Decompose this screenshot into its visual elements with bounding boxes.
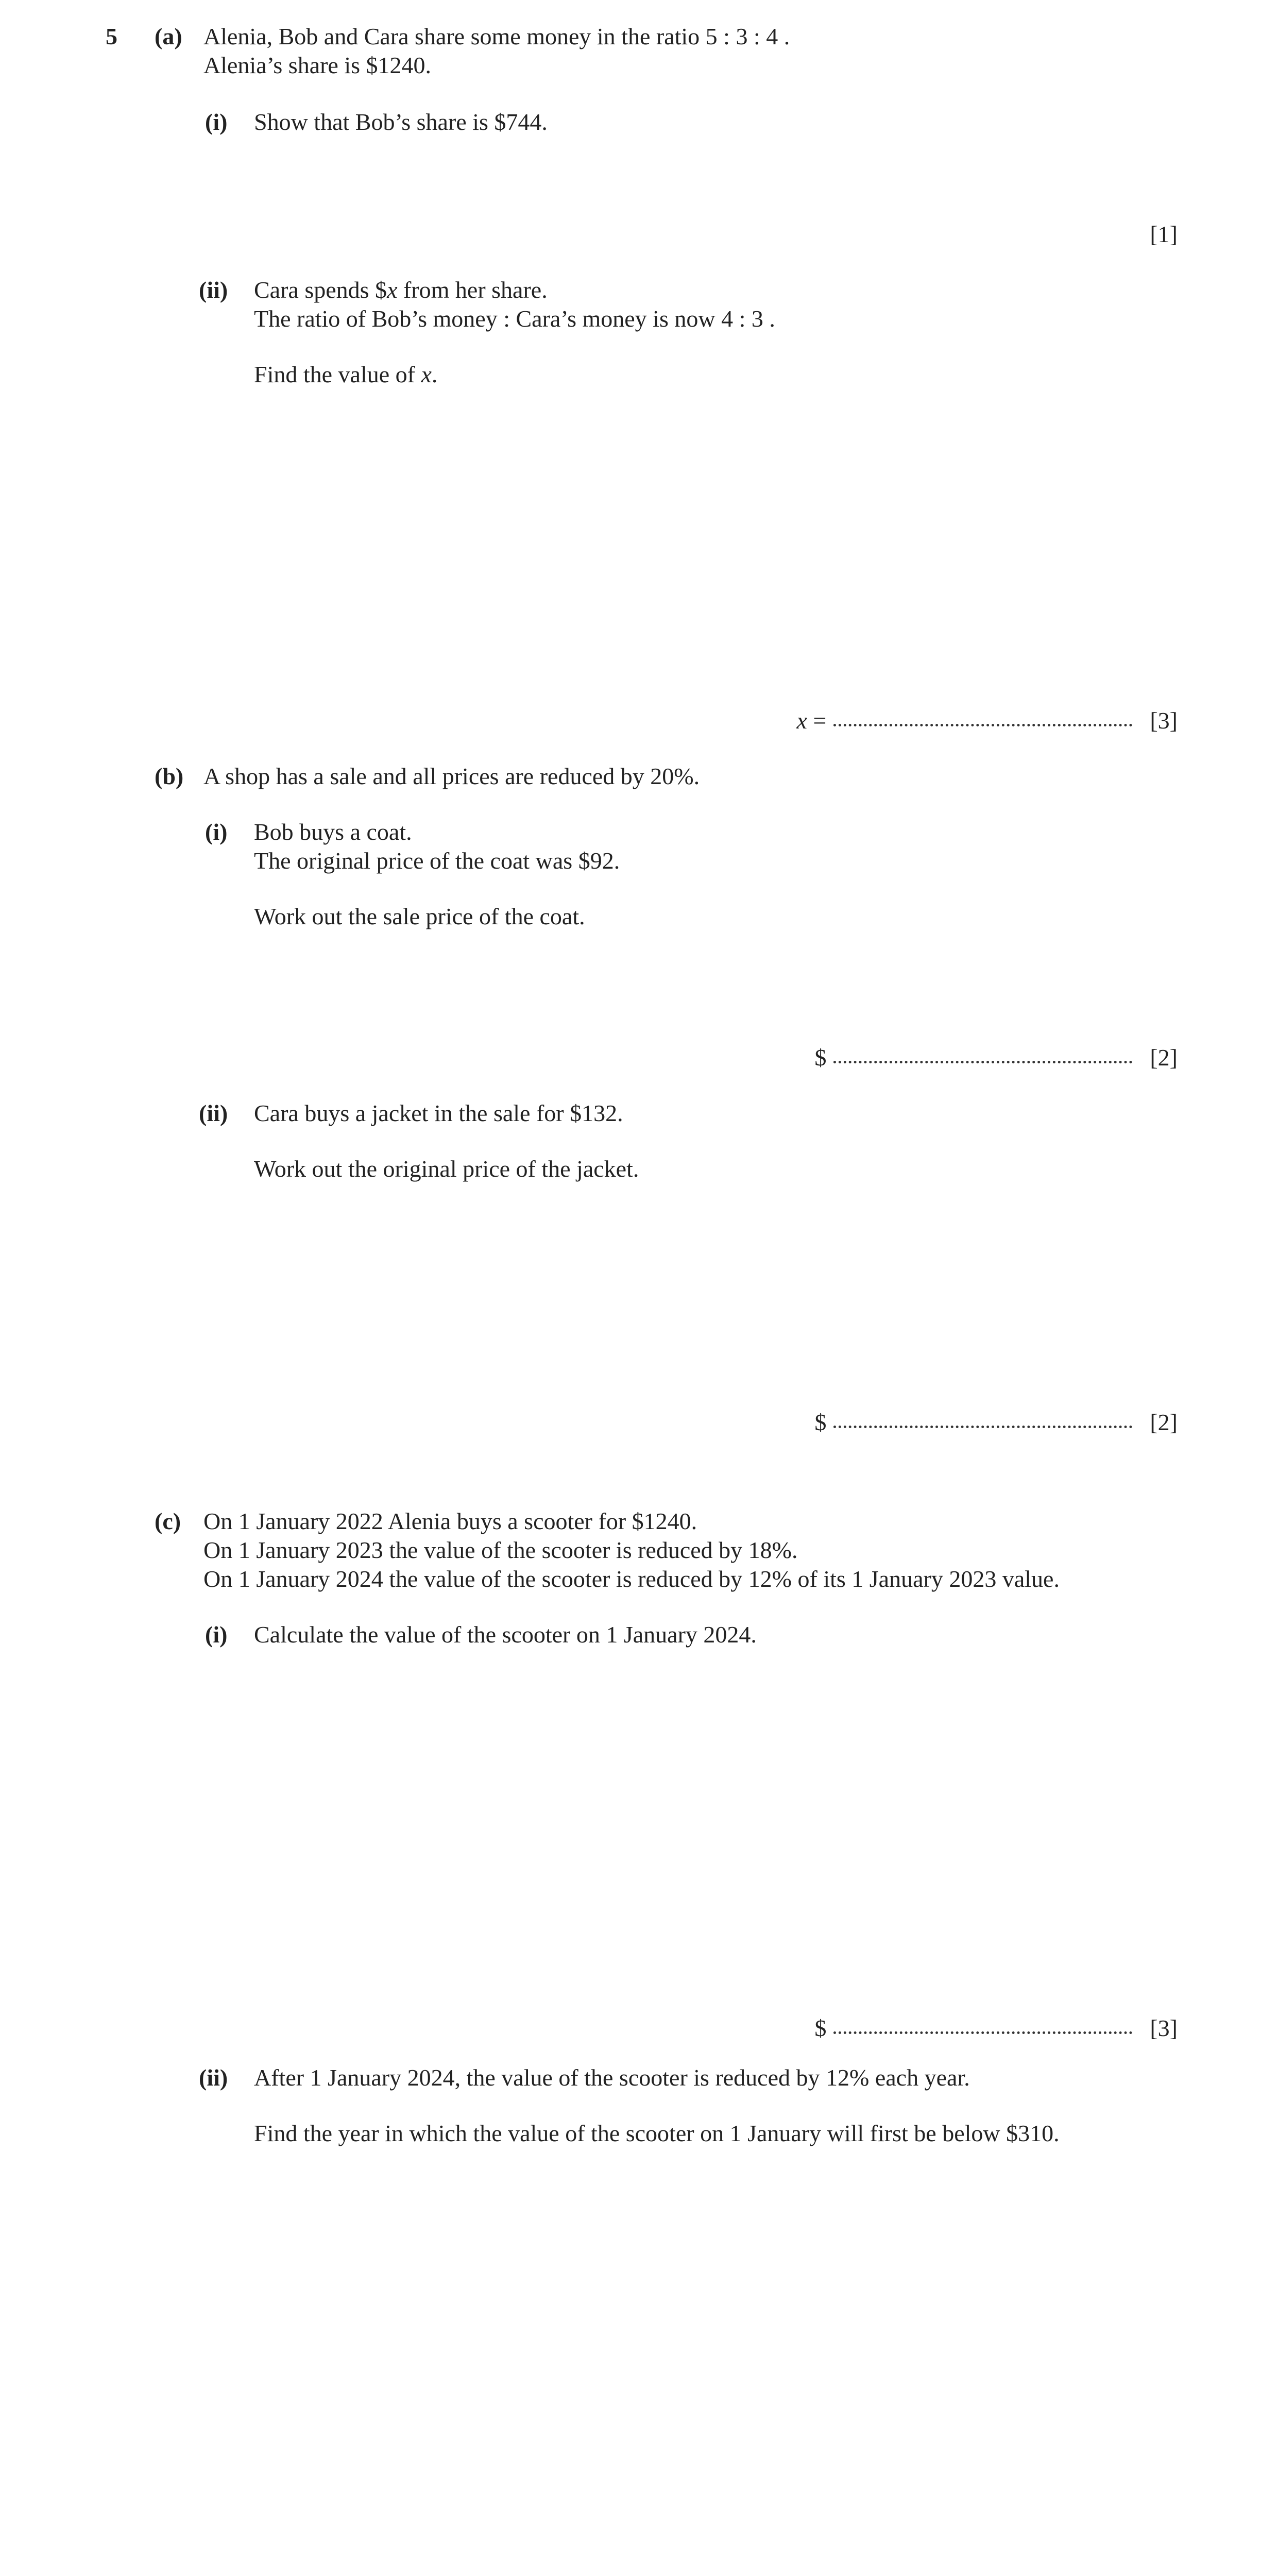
part-c-ii-label: (ii)	[199, 2064, 228, 2091]
part-a-ii-line3: Find the value of x.	[254, 361, 438, 387]
part-a-ii-marks: [3]	[1150, 707, 1178, 734]
part-b-ii-answer-line: $ [2]	[814, 1409, 1178, 1435]
part-b-ii-marks: [2]	[1150, 1409, 1178, 1435]
answer-dotted-line[interactable]	[833, 724, 1132, 726]
part-b-i-label: (i)	[205, 819, 228, 845]
part-a-ii-line2: The ratio of Bob’s money : Cara’s money is now 4 : 3 .	[254, 306, 775, 332]
part-b-i-line2: The original price of the coat was $92.	[254, 848, 620, 874]
part-c-line2: On 1 January 2023 the value of the scooter is reduced by 18%.	[203, 1537, 798, 1563]
part-c-ii-line1: After 1 January 2024, the value of the scooter is reduced by 12% each year.	[254, 2064, 970, 2091]
part-a-i-label: (i)	[205, 109, 228, 135]
part-b-ii-line1: Cara buys a jacket in the sale for $132.	[254, 1100, 623, 1126]
answer-dotted-line[interactable]	[833, 2031, 1132, 2034]
part-c-i-label: (i)	[205, 1621, 228, 1648]
part-a-i-marks: [1]	[1150, 221, 1178, 247]
part-a-label: (a)	[155, 23, 182, 49]
part-b-i-answer-line: $ [2]	[814, 1044, 1178, 1071]
part-a-i-text: Show that Bob’s share is $744.	[254, 109, 548, 135]
part-a-ii-line1: Cara spends $x from her share.	[254, 277, 548, 303]
part-c-label: (c)	[155, 1508, 181, 1534]
part-a-line2: Alenia’s share is $1240.	[203, 52, 432, 78]
part-b-ii-line2: Work out the original price of the jacket.	[254, 1156, 639, 1182]
part-a-ii-label: (ii)	[199, 277, 228, 303]
answer-dotted-line[interactable]	[833, 1061, 1132, 1063]
part-a-line1: Alenia, Bob and Cara share some money in the ratio 5 : 3 : 4 .	[203, 23, 790, 49]
part-c-i-marks: [3]	[1150, 2015, 1178, 2041]
answer-dotted-line[interactable]	[833, 1426, 1132, 1428]
part-b-text: A shop has a sale and all prices are reduced by 20%.	[203, 763, 700, 789]
part-c-i-text: Calculate the value of the scooter on 1 January 2024.	[254, 1621, 757, 1648]
part-b-i-line1: Bob buys a coat.	[254, 819, 412, 845]
part-c-line1: On 1 January 2022 Alenia buys a scooter for $1240.	[203, 1508, 697, 1534]
part-a-ii-answer-line: x = [3]	[796, 707, 1178, 734]
part-c-ii-line2: Find the year in which the value of the scooter on 1 January will first be below $310.	[254, 2120, 1060, 2146]
answer-variable: x	[796, 707, 807, 734]
part-b-i-line3: Work out the sale price of the coat.	[254, 903, 585, 929]
part-b-label: (b)	[155, 763, 184, 789]
part-b-i-marks: [2]	[1150, 1044, 1178, 1071]
part-c-line3: On 1 January 2024 the value of the scooter is reduced by 12% of its 1 January 2023 value.	[203, 1566, 1060, 1592]
question-number: 5	[106, 23, 117, 49]
part-c-i-answer-line: $ [3]	[814, 2015, 1178, 2041]
part-b-ii-label: (ii)	[199, 1100, 228, 1126]
